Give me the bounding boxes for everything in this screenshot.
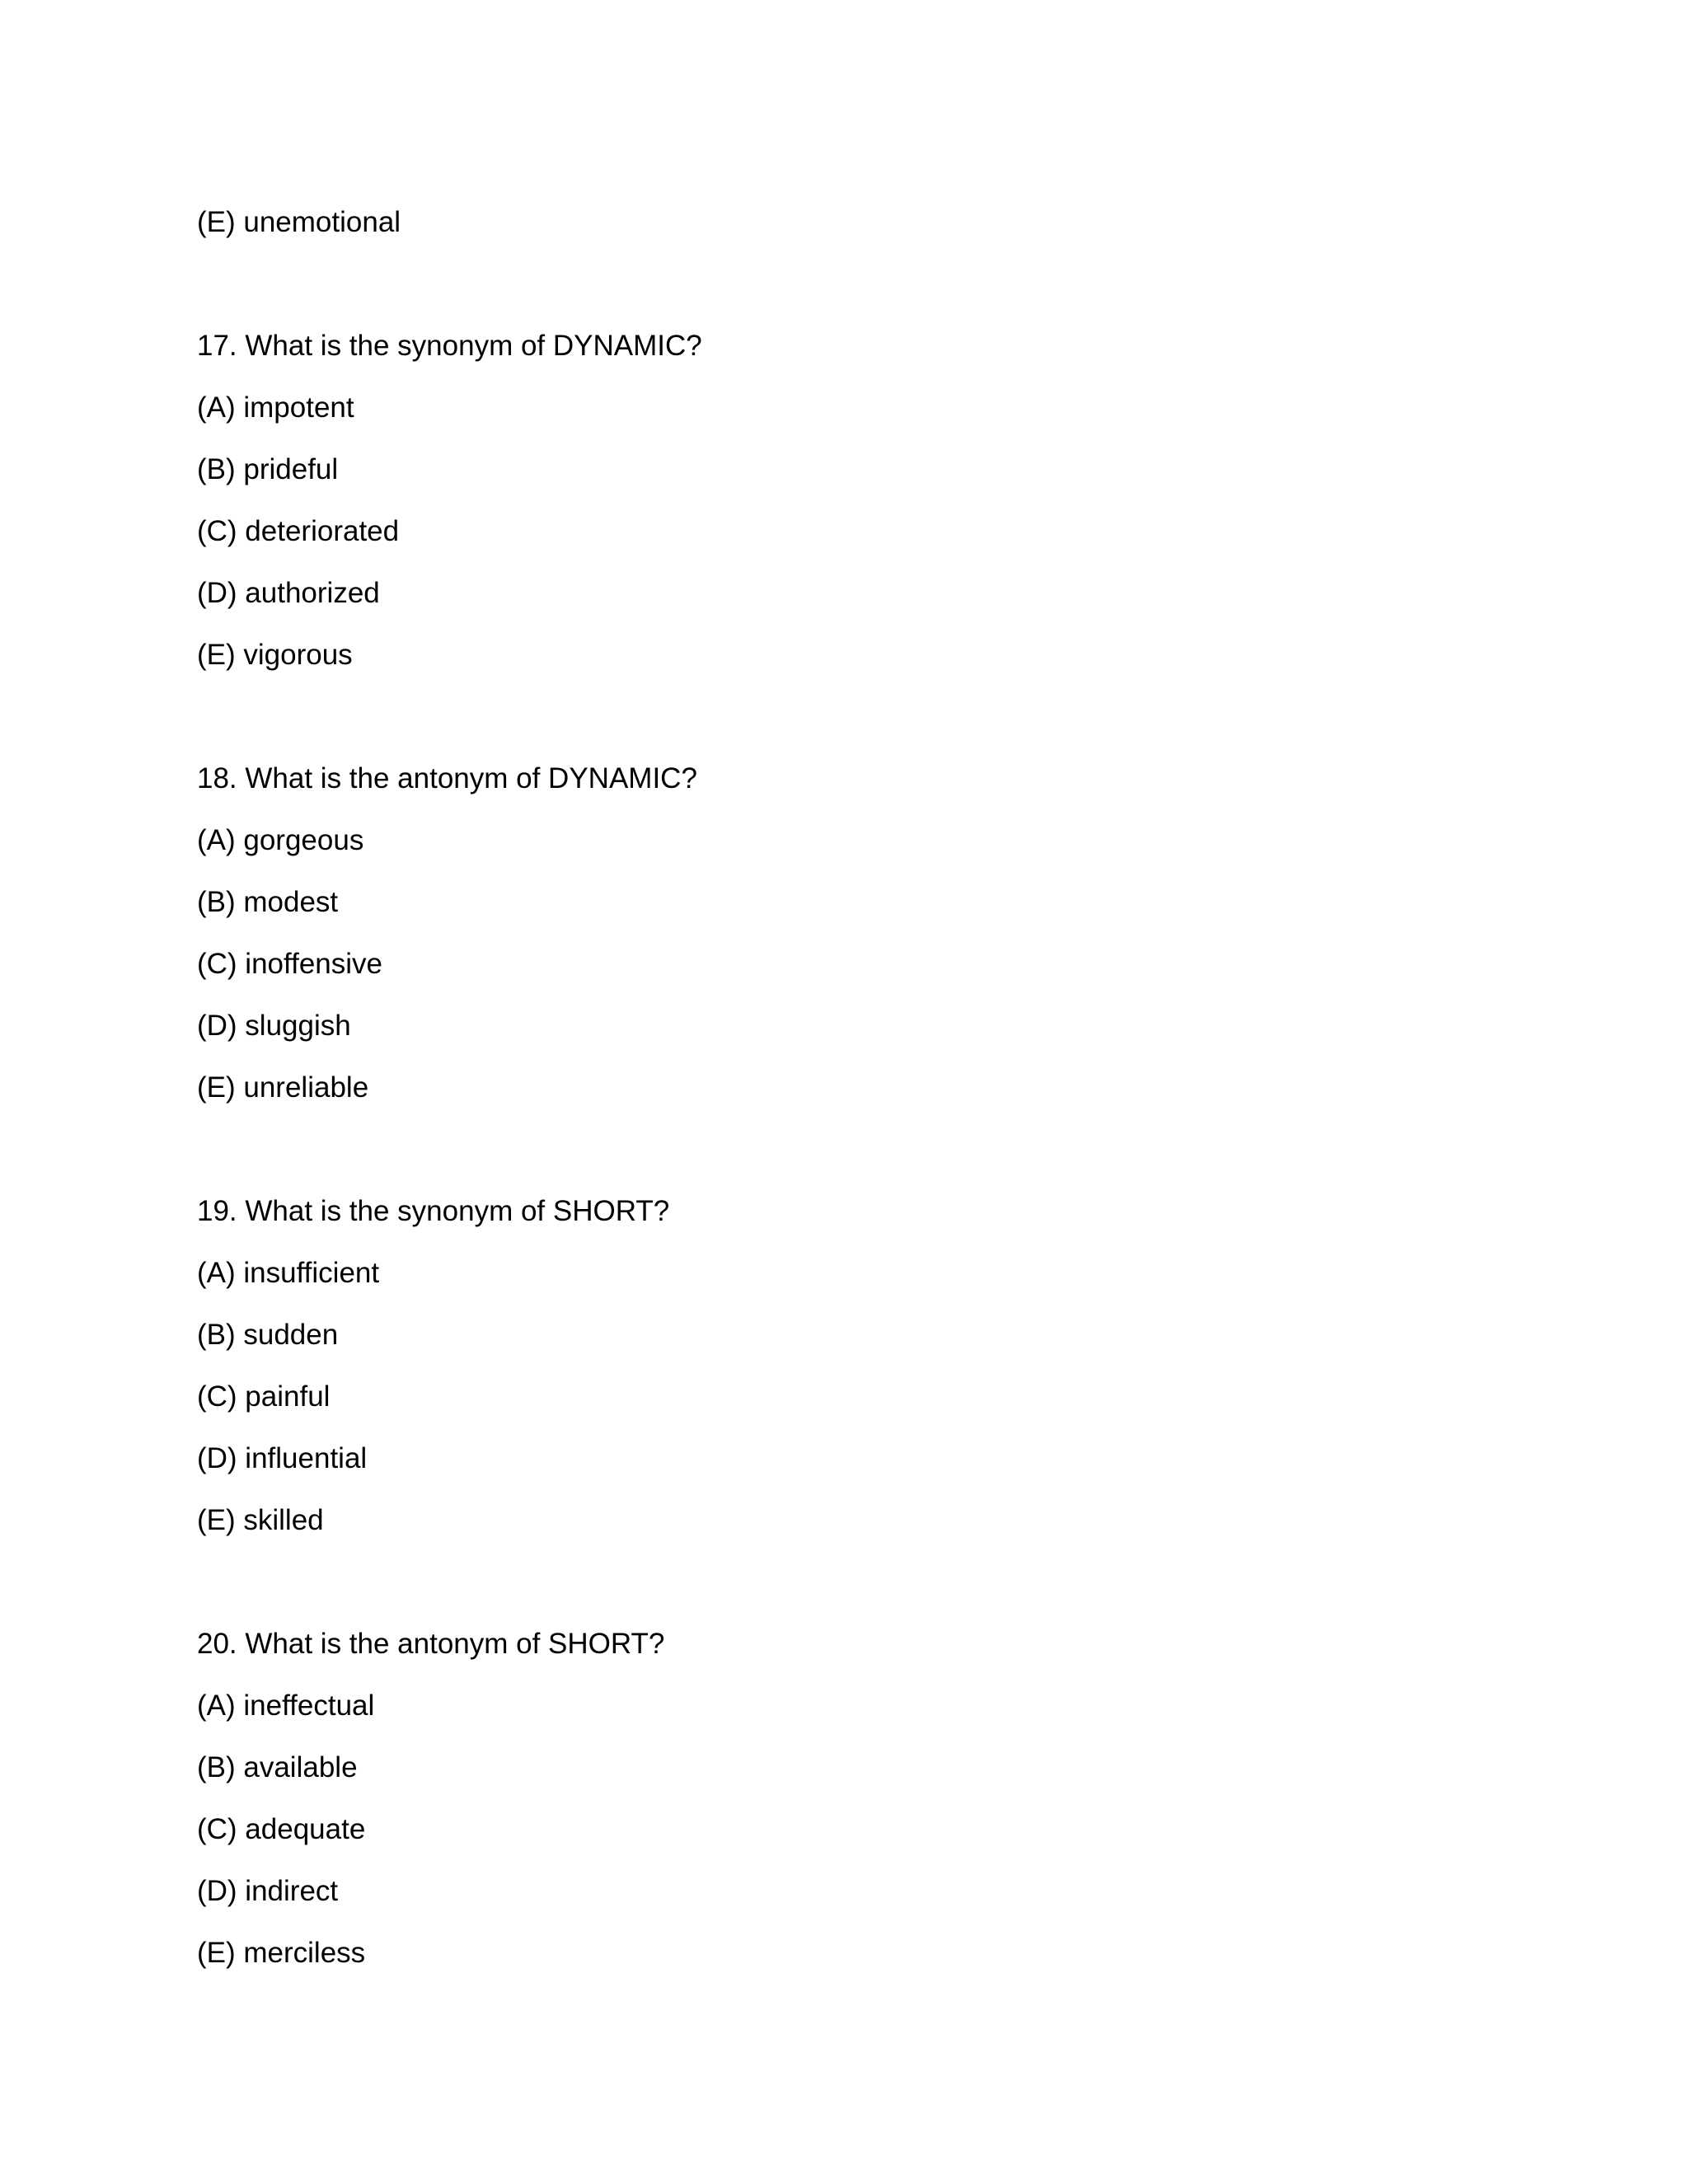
question-text: 20. What is the antonym of SHORT? (197, 1628, 665, 1660)
document-body (197, 191, 1516, 1984)
spacer (197, 253, 1516, 315)
question-text: 18. What is the antonym of DYNAMIC? (197, 762, 697, 794)
question-block-20 (197, 1613, 1516, 1984)
answer-option-a: (A) insufficient (197, 1257, 380, 1289)
answer-option-c: (C) inoffensive (197, 948, 383, 980)
answer-option-a: (A) ineffectual (197, 1690, 375, 1722)
answer-option-a: (A) impotent (197, 391, 354, 424)
question-text: 19. What is the synonym of SHORT? (197, 1195, 670, 1227)
answer-option-b: (B) sudden (197, 1319, 339, 1351)
answer-option-c: (C) painful (197, 1380, 331, 1413)
question-block-18 (197, 748, 1516, 1118)
answer-option-e: (E) unreliable (197, 1071, 369, 1104)
answer-option-c: (C) adequate (197, 1813, 366, 1845)
answer-option-e: (E) skilled (197, 1504, 324, 1536)
answer-option-e: (E) merciless (197, 1937, 366, 1969)
answer-option-d: (D) influential (197, 1442, 368, 1474)
answer-option-d: (D) authorized (197, 577, 380, 609)
answer-option-d: (D) indirect (197, 1875, 339, 1907)
answer-option-a: (A) gorgeous (197, 824, 364, 856)
answer-option-d: (D) sluggish (197, 1010, 351, 1042)
spacer (197, 1118, 1516, 1180)
answer-option-e: (E) vigorous (197, 639, 353, 671)
spacer (197, 1551, 1516, 1613)
answer-option-b: (B) prideful (197, 453, 339, 485)
answer-option-b: (B) modest (197, 886, 339, 918)
answer-option-c: (C) deteriorated (197, 515, 400, 547)
question-block-17 (197, 315, 1516, 686)
answer-option-e-previous: (E) unemotional (197, 206, 401, 238)
question-block-19 (197, 1180, 1516, 1551)
answer-option-b: (B) available (197, 1751, 358, 1783)
question-text: 17. What is the synonym of DYNAMIC? (197, 330, 702, 362)
spacer (197, 686, 1516, 748)
